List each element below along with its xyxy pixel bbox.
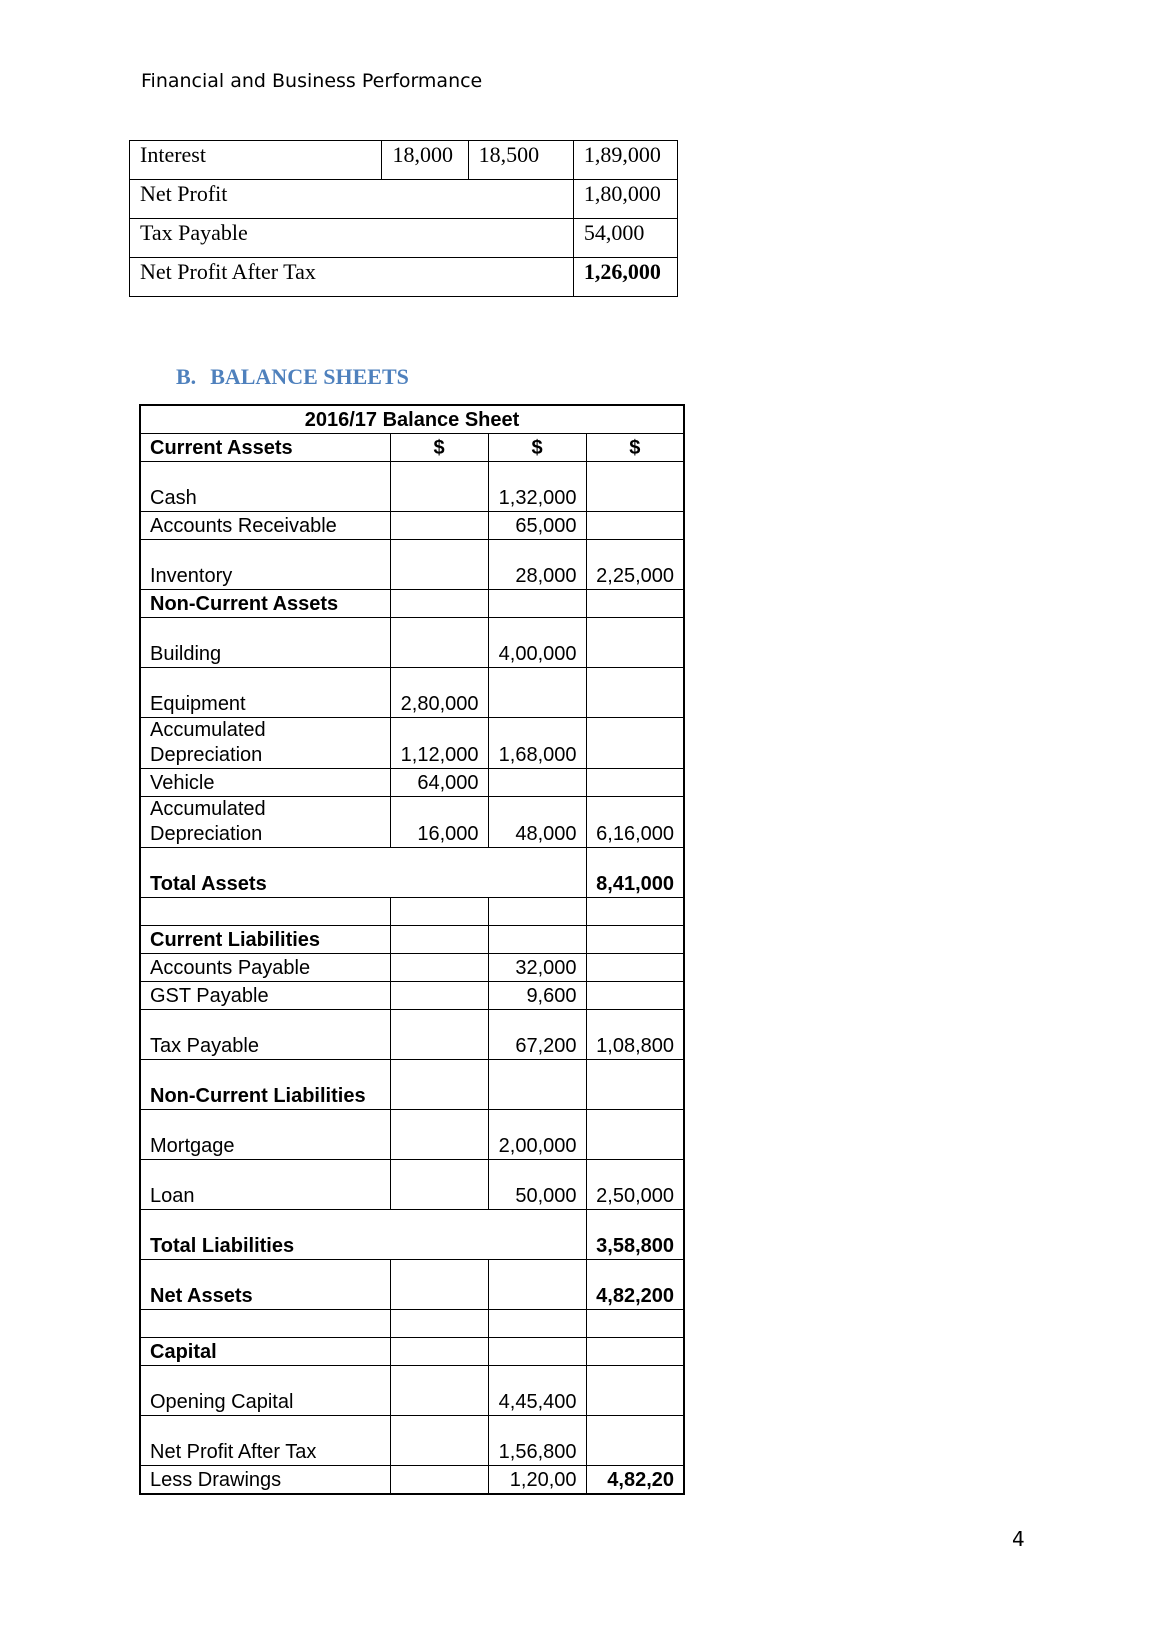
empty-cell	[140, 898, 390, 926]
running-header: Financial and Business Performance	[141, 70, 483, 92]
empty-cell	[390, 1310, 488, 1338]
amount-cell	[488, 1260, 586, 1310]
amount-cell: 1,26,000	[573, 258, 677, 297]
amount-cell	[390, 512, 488, 540]
table-header-row	[140, 434, 684, 462]
row-label: Loan	[140, 1160, 390, 1210]
amount-cell	[390, 462, 488, 512]
empty-cell	[140, 1310, 390, 1338]
amount-cell	[390, 1260, 488, 1310]
row-label: Accumulated Depreciation	[140, 797, 390, 848]
section-heading	[176, 364, 409, 390]
amount-cell	[586, 1366, 684, 1416]
table-row	[140, 1110, 684, 1160]
table-row	[140, 590, 684, 618]
row-label: Accumulated Depreciation	[140, 718, 390, 769]
amount-cell: 4,45,400	[488, 1366, 586, 1416]
blank-row	[140, 1310, 684, 1338]
empty-cell	[488, 898, 586, 926]
profit-loss-table-continuation	[129, 140, 678, 297]
amount-cell	[390, 590, 488, 618]
empty-cell	[488, 1310, 586, 1338]
amount-cell	[390, 954, 488, 982]
row-label: Cash	[140, 462, 390, 512]
row-label: Net Profit After Tax	[130, 258, 574, 297]
table-row	[130, 219, 678, 258]
amount-cell: 4,82,200	[586, 1260, 684, 1310]
empty-cell	[390, 898, 488, 926]
table-row	[140, 618, 684, 668]
table-row	[140, 462, 684, 512]
amount-cell	[586, 590, 684, 618]
table-row	[130, 258, 678, 297]
amount-cell: 2,50,000	[586, 1160, 684, 1210]
table-row	[140, 1466, 684, 1495]
amount-cell	[390, 1110, 488, 1160]
empty-cell	[586, 1310, 684, 1338]
amount-cell	[488, 590, 586, 618]
amount-cell	[390, 1060, 488, 1110]
amount-cell: 18,500	[468, 141, 573, 180]
total-row	[140, 1260, 684, 1310]
amount-cell	[586, 926, 684, 954]
table-row	[140, 1338, 684, 1366]
amount-cell: 50,000	[488, 1160, 586, 1210]
amount-cell: 4,00,000	[488, 618, 586, 668]
table-row	[140, 769, 684, 797]
amount-cell: 1,12,000	[390, 718, 488, 769]
amount-cell	[390, 1466, 488, 1495]
amount-cell: 67,200	[488, 1010, 586, 1060]
amount-cell: 64,000	[390, 769, 488, 797]
row-label: Inventory	[140, 540, 390, 590]
amount-cell	[586, 769, 684, 797]
table-title: 2016/17 Balance Sheet	[140, 405, 684, 434]
row-label: Total Liabilities	[140, 1210, 586, 1260]
row-label: Interest	[130, 141, 382, 180]
row-label: Accounts Receivable	[140, 512, 390, 540]
empty-cell	[586, 898, 684, 926]
amount-cell: 8,41,000	[586, 848, 684, 898]
amount-cell: 1,56,800	[488, 1416, 586, 1466]
row-label: Building	[140, 618, 390, 668]
amount-cell: 6,16,000	[586, 797, 684, 848]
table-row	[140, 668, 684, 718]
row-label: Equipment	[140, 668, 390, 718]
header-currency: $	[586, 434, 684, 462]
amount-cell: 1,20,00	[488, 1466, 586, 1495]
row-label: Mortgage	[140, 1110, 390, 1160]
amount-cell	[390, 1338, 488, 1366]
balance-sheet-table	[139, 404, 685, 1495]
row-label: Tax Payable	[130, 219, 574, 258]
row-label: Accounts Payable	[140, 954, 390, 982]
amount-cell: 18,000	[382, 141, 468, 180]
amount-cell: 16,000	[390, 797, 488, 848]
row-label: Total Assets	[140, 848, 586, 898]
amount-cell	[488, 668, 586, 718]
total-row	[140, 1210, 684, 1260]
table-row	[140, 797, 684, 848]
amount-cell	[586, 1338, 684, 1366]
header-currency: $	[488, 434, 586, 462]
table-title-row	[140, 405, 684, 434]
amount-cell	[586, 512, 684, 540]
amount-cell	[586, 1110, 684, 1160]
amount-cell	[586, 718, 684, 769]
amount-cell	[488, 1338, 586, 1366]
amount-cell	[390, 1010, 488, 1060]
amount-cell: 1,08,800	[586, 1010, 684, 1060]
header-currency: $	[390, 434, 488, 462]
blank-row	[140, 898, 684, 926]
header-label: Current Assets	[140, 434, 390, 462]
amount-cell: 2,00,000	[488, 1110, 586, 1160]
amount-cell	[586, 1060, 684, 1110]
row-label: Current Liabilities	[140, 926, 390, 954]
amount-cell	[586, 618, 684, 668]
amount-cell	[390, 982, 488, 1010]
table-row	[140, 1366, 684, 1416]
amount-cell	[390, 1366, 488, 1416]
amount-cell: 54,000	[573, 219, 677, 258]
amount-cell: 2,25,000	[586, 540, 684, 590]
amount-cell	[390, 540, 488, 590]
amount-cell: 1,89,000	[573, 141, 677, 180]
table-row	[140, 1160, 684, 1210]
amount-cell: 1,68,000	[488, 718, 586, 769]
row-label: Vehicle	[140, 769, 390, 797]
row-label: GST Payable	[140, 982, 390, 1010]
amount-cell	[390, 1160, 488, 1210]
table-row	[140, 1010, 684, 1060]
row-label: Non-Current Liabilities	[140, 1060, 390, 1110]
amount-cell: 65,000	[488, 512, 586, 540]
table-row	[140, 982, 684, 1010]
amount-cell: 2,80,000	[390, 668, 488, 718]
table-row	[130, 180, 678, 219]
amount-cell	[488, 926, 586, 954]
page-number: 4	[1012, 1527, 1025, 1551]
amount-cell	[390, 1416, 488, 1466]
amount-cell	[390, 926, 488, 954]
table-row	[140, 1060, 684, 1110]
amount-cell	[390, 618, 488, 668]
row-label: Opening Capital	[140, 1366, 390, 1416]
section-number: B.	[176, 364, 197, 389]
amount-cell	[488, 1060, 586, 1110]
table-row	[140, 1416, 684, 1466]
amount-cell	[488, 769, 586, 797]
section-title: BALANCE SHEETS	[210, 364, 409, 389]
amount-cell	[586, 1416, 684, 1466]
table-row	[130, 141, 678, 180]
row-label: Net Assets	[140, 1260, 390, 1310]
amount-cell: 1,80,000	[573, 180, 677, 219]
amount-cell	[586, 462, 684, 512]
row-label: Net Profit After Tax	[140, 1416, 390, 1466]
table-row	[140, 954, 684, 982]
row-label: Less Drawings	[140, 1466, 390, 1495]
amount-cell: 32,000	[488, 954, 586, 982]
amount-cell: 9,600	[488, 982, 586, 1010]
amount-cell	[586, 982, 684, 1010]
total-row	[140, 848, 684, 898]
amount-cell	[586, 954, 684, 982]
row-label: Capital	[140, 1338, 390, 1366]
amount-cell: 48,000	[488, 797, 586, 848]
row-label: Non-Current Assets	[140, 590, 390, 618]
amount-cell	[586, 668, 684, 718]
amount-cell: 28,000	[488, 540, 586, 590]
amount-cell: 4,82,20	[586, 1466, 684, 1495]
table-row	[140, 718, 684, 769]
table-row	[140, 540, 684, 590]
amount-cell: 1,32,000	[488, 462, 586, 512]
amount-cell: 3,58,800	[586, 1210, 684, 1260]
row-label: Tax Payable	[140, 1010, 390, 1060]
table-row	[140, 512, 684, 540]
row-label: Net Profit	[130, 180, 574, 219]
table-row	[140, 926, 684, 954]
